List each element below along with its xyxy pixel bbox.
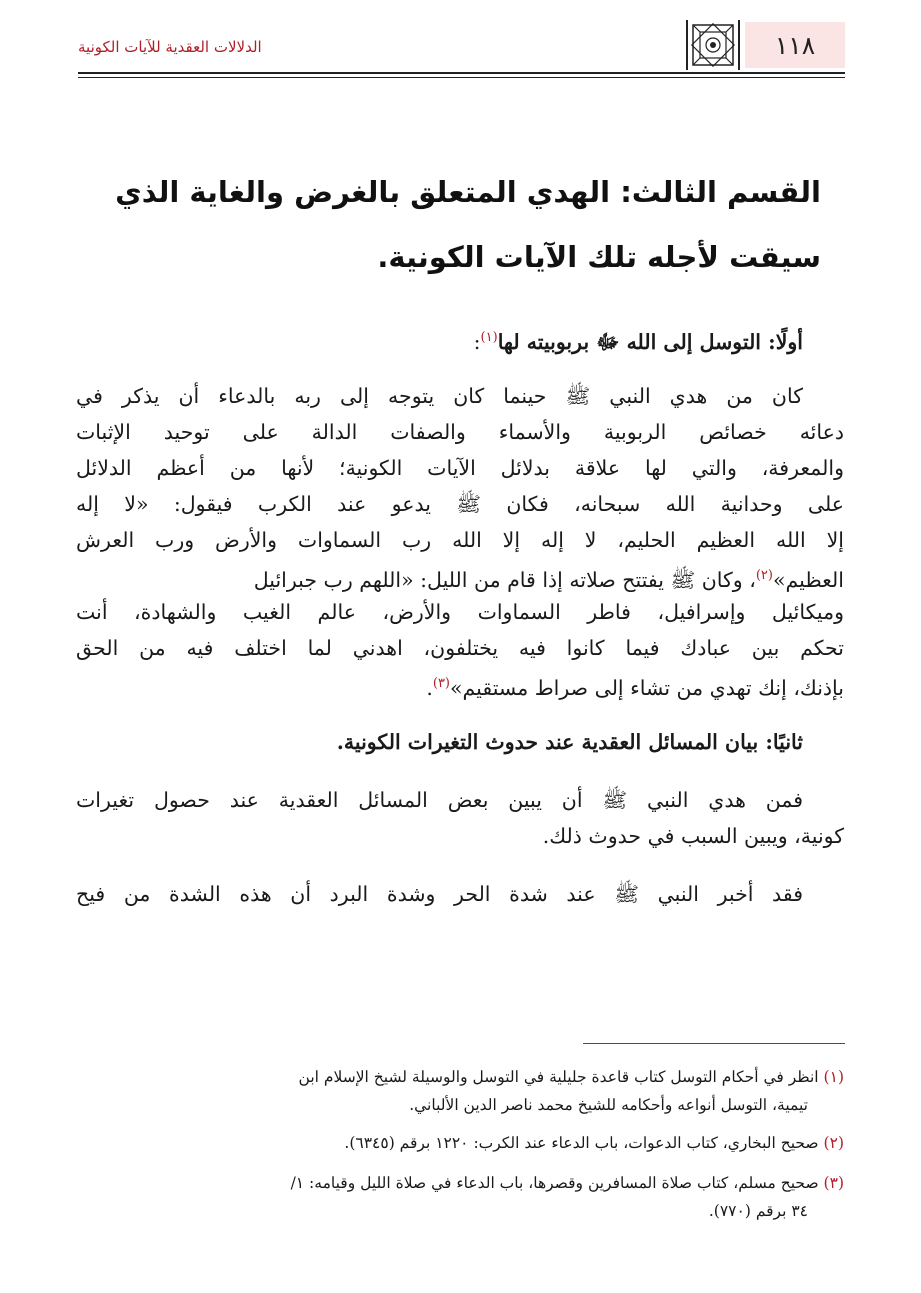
para1-line-9-a: بإذنك، إنك تهدي من تشاء إلى صراط مستقيم» (450, 675, 844, 700)
heading-line-2: سيقت لأجله تلك الآيات الكونية. (377, 240, 821, 274)
ornament-icon (686, 20, 740, 70)
para1-line-5: إلا الله العظيم الحليم، لا إله إلا الله رب السماوات والأرض ورب العرش (76, 528, 844, 552)
para1-line-6 (76, 560, 844, 594)
footnote-2-line-1 (76, 1130, 844, 1156)
heading-line-1: القسم الثالث: الهدي المتعلق بالغرض والغاية الذي (115, 175, 821, 209)
footnote-3-line-1 (76, 1170, 844, 1196)
para1-line-6-a: العظيم» (772, 567, 844, 592)
subheading-2 (76, 726, 803, 760)
para1-line-4: على وحدانية الله سبحانه، فكان ﷺ يدعو عند الكرب فيقول: «لا إله (76, 492, 844, 516)
footnote-ref-2: (٢) (755, 568, 773, 583)
para1-line-9-b: . (426, 675, 433, 700)
ornament-svg (691, 23, 735, 67)
para2-line-2: كونية، ويبين السبب في حدوث ذلك. (542, 824, 844, 848)
para3-line-1: فقد أخبر النبي ﷺ عند شدة الحر وشدة البرد أن هذه الشدة من فيح (76, 882, 803, 906)
para1-line-6-b: ، وكان ﷺ يفتتح صلاته إذا قام من الليل: «اللهم رب جبرائيل (253, 567, 756, 592)
page-number (745, 22, 845, 68)
footnote-1-line-1 (76, 1064, 844, 1090)
para1-line-8: تحكم بين عبادك فيما كانوا فيه يختلفون، اهدني لما اختلف فيه من الحق (76, 636, 844, 660)
para1-line-3: والمعرفة، والتي لها علاقة بدلائل الآيات الكونية؛ لأنها من أعظم الدلائل (76, 456, 844, 480)
running-title: الدلالات العقدية للآيات الكونية (78, 38, 262, 56)
para1-line-2: دعائه خصائص الربوبية والأسماء والصفات الدالة على توحيد الإثبات (76, 420, 844, 444)
section-heading (81, 160, 821, 290)
footnote-1-line-2: تيمية، التوسل أنواعه وأحكامه للشيخ محمد ناصر الدين الألباني. (409, 1096, 808, 1114)
footnote-1-text: انظر في أحكام التوسل كتاب قاعدة جليلية في التوسل والوسيلة لشيخ الإسلام ابن (298, 1068, 819, 1086)
subheading-1 (76, 322, 803, 356)
footnote-2-text: صحيح البخاري، كتاب الدعوات، باب الدعاء عند الكرب: ١٢٢٠ برقم (٦٣٤٥). (344, 1134, 819, 1152)
subheading-2-text: ثانيًا: بيان المسائل العقدية عند حدوث التغيرات الكونية. (336, 730, 803, 754)
footnote-ref-1: (١) (480, 330, 498, 345)
para1-line-7: وميكائيل وإسرافيل، فاطر السماوات والأرض، عالم الغيب والشهادة، أنت (76, 600, 844, 624)
footnote-2-number: (٢) (823, 1134, 844, 1152)
subheading-1-tail: : (473, 329, 481, 354)
footnote-separator (583, 1043, 845, 1044)
header-rule-thin (78, 77, 845, 78)
para1-line-1: كان من هدي النبي ﷺ حينما كان يتوجه إلى ربه بالدعاء أن يذكر في (76, 384, 803, 408)
footnote-3-number: (٣) (823, 1174, 844, 1192)
header-rule (78, 72, 845, 74)
footnote-1-number: (١) (823, 1068, 844, 1086)
footnote-3-line-2: ٣٤ برقم (٧٧٠). (708, 1202, 808, 1220)
footnote-3-text: صحيح مسلم، كتاب صلاة المسافرين وقصرها، باب الدعاء في صلاة الليل وقيامه: ١/ (290, 1174, 819, 1192)
footnote-ref-3: (٣) (432, 676, 450, 691)
subheading-1-text: أولًا: التوسل إلى الله ﷻ بربوبيته لها (497, 329, 803, 354)
para1-line-9 (76, 668, 844, 702)
page-number-text: ١١٨ (774, 30, 816, 60)
para2-line-1: فمن هدي النبي ﷺ أن يبين بعض المسائل العقدية عند حصول تغيرات (76, 788, 803, 812)
